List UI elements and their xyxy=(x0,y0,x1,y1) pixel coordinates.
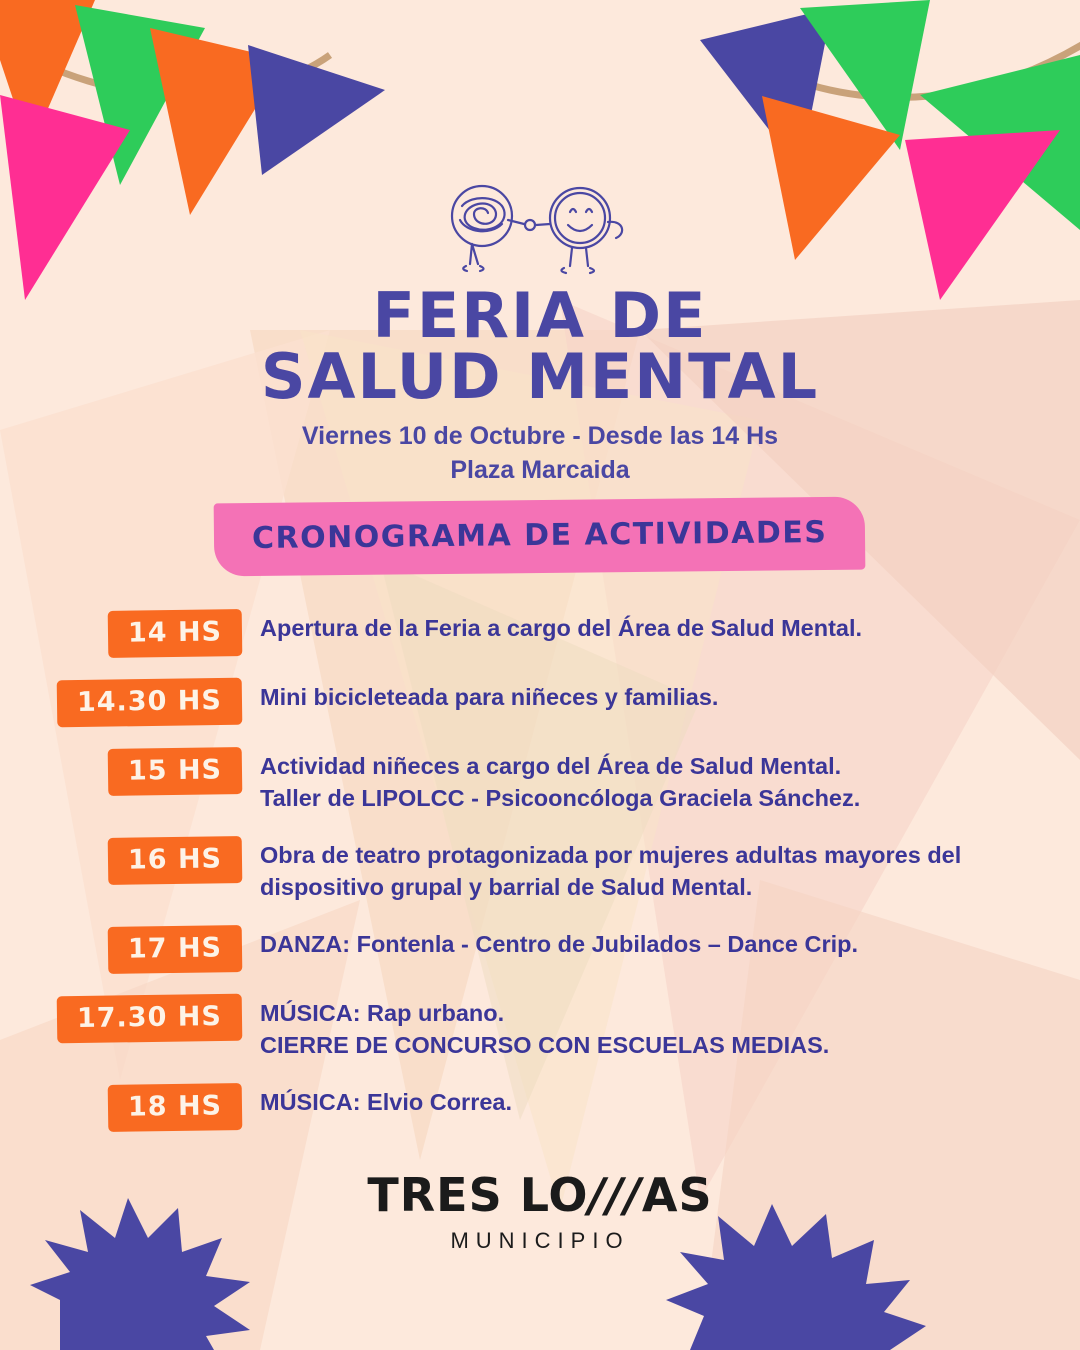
time-badge: 17 HS xyxy=(108,925,243,974)
list-item xyxy=(0,1082,1080,1131)
time-badge: 18 HS xyxy=(108,1083,243,1132)
activity-line: Apertura de la Feria a cargo del Área de Salud Mental. xyxy=(260,615,863,641)
schedule-list xyxy=(0,608,1080,1151)
event-date: Viernes 10 de Octubre - Desde las 14 Hs xyxy=(301,422,779,450)
list-item xyxy=(0,924,1080,973)
doodle-icon xyxy=(420,180,660,280)
list-item xyxy=(0,677,1080,726)
activity-description xyxy=(260,677,1080,713)
activity-description xyxy=(260,993,1080,1062)
activity-line: CIERRE DE CONCURSO CON ESCUELAS MEDIAS. xyxy=(260,1032,830,1059)
activity-description xyxy=(260,1082,1080,1118)
logo-name-part1: TRES LO xyxy=(367,1168,589,1222)
activity-line: Actividad niñeces a cargo del Área de Salud Mental. xyxy=(260,753,842,779)
time-badge: 16 HS xyxy=(108,836,243,885)
activity-line: MÚSICA: Elvio Correa. xyxy=(260,1088,513,1115)
time-cell xyxy=(0,608,260,657)
activity-line: MÚSICA: Rap urbano. xyxy=(260,999,505,1026)
activity-line: DANZA: Fontenla - Centro de Jubilados – Dance Crip. xyxy=(260,930,858,957)
section-header xyxy=(0,500,1080,573)
municipality-logo xyxy=(0,1168,1080,1254)
logo-slashes: /// xyxy=(588,1168,642,1222)
event-place: Plaza Marcaida xyxy=(450,455,630,484)
time-badge: 17.30 HS xyxy=(57,993,242,1043)
time-cell xyxy=(0,677,260,726)
title-line-1: FERIA DE xyxy=(372,279,708,352)
time-cell xyxy=(0,924,260,973)
page-title xyxy=(0,279,1080,413)
time-cell xyxy=(0,835,260,884)
time-cell xyxy=(0,1082,260,1131)
time-badge: 14.30 HS xyxy=(57,678,242,728)
list-item xyxy=(0,608,1080,657)
logo-name-part2: AS xyxy=(641,1168,713,1222)
activity-line: dispositivo grupal y barrial de Salud Mental. xyxy=(260,874,753,901)
activity-line: Obra de teatro protagonizada por mujeres adultas mayores del xyxy=(260,841,962,868)
event-details xyxy=(0,420,1080,488)
activity-line: Mini bicicleteada para niñeces y familias. xyxy=(260,684,719,710)
time-cell xyxy=(0,746,260,795)
scribble-characters-illustration xyxy=(0,180,1080,285)
time-badge: 15 HS xyxy=(108,747,243,796)
activity-description xyxy=(260,608,1080,644)
list-item xyxy=(0,993,1080,1062)
activity-description xyxy=(260,924,1080,960)
list-item xyxy=(0,746,1080,815)
list-item xyxy=(0,835,1080,904)
logo-subtitle: MUNICIPIO xyxy=(450,1228,630,1253)
logo-name xyxy=(0,1168,1080,1222)
activity-line: Taller de LIPOLCC - Psicooncóloga Graciela Sánchez. xyxy=(260,785,861,812)
schedule-ribbon-label: CRONOGRAMA DE ACTIVIDADES xyxy=(214,497,866,577)
time-cell xyxy=(0,993,260,1042)
time-badge: 14 HS xyxy=(108,609,243,658)
title-line-2: SALUD MENTAL xyxy=(260,339,820,413)
activity-description xyxy=(260,835,1080,904)
activity-description xyxy=(260,746,1080,815)
